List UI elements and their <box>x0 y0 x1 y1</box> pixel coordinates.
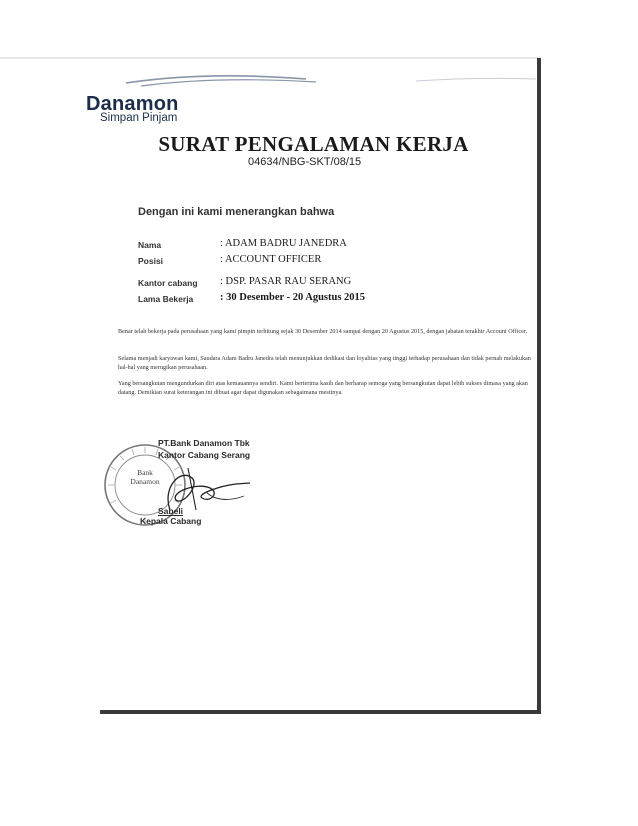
letterhead-logo <box>86 73 536 123</box>
field-value: : ACCOUNT OFFICER <box>220 254 322 265</box>
field-label: Posisi <box>138 256 164 266</box>
field-row-kantor-cabang <box>138 276 518 292</box>
brand-tagline: Simpan Pinjam <box>100 112 178 124</box>
signature-company: PT.Bank Danamon Tbk <box>158 438 250 448</box>
intro-line: Dengan ini kami menerangkan bahwa <box>138 206 335 218</box>
paragraph-dedication: Selama menjadi karyawan kami, Saudara Adam Badru Janedra telah menunjukkan dedikasi dan loyalitas yang tinggi terhadap perusahaan dan tidak pernah melakukan hal-hal yang merugikan perusahaan. <box>118 355 531 372</box>
field-row-posisi <box>138 254 518 270</box>
field-row-lama-bekerja <box>138 292 518 308</box>
paragraph-employment: Benar telah bekerja pada perusahaan yang kami pimpin terhitung sejak 30 Desember 2014 sampai dengan 20 Agustus 2015, dengan jabatan terakhir Account Officer. <box>118 328 528 335</box>
signature-branch: Kantor Cabang Serang <box>158 450 251 460</box>
brand-name: Danamon <box>86 93 179 115</box>
stamp-line-1: Bank <box>137 468 153 477</box>
stamp-line-2: Danamon <box>130 477 160 486</box>
paragraph-closing: Yang bersangkutan mengundurkan diri atas kemauannya sendiri. Kami berterima kasih dan berharap semoga yang bersangkutan dapat lebih sukses dimasa yang akan datang. Demikian surat keterangan ini dibuat agar dapat digunakan sebagaimana mestinya. <box>118 380 528 397</box>
signature-block <box>100 438 300 558</box>
field-value: : DSP. PASAR RAU SERANG <box>220 276 352 287</box>
field-row-nama <box>138 238 518 254</box>
field-value: : ADAM BADRU JANEDRA <box>220 238 347 249</box>
field-label: Kantor cabang <box>138 278 198 288</box>
reference-number: 04634/NBG-SKT/08/15 <box>248 156 362 168</box>
scan-border-bottom <box>100 710 541 714</box>
letter-page <box>0 58 537 710</box>
signer-name: Sabeli <box>158 506 184 516</box>
field-label: Nama <box>138 240 162 250</box>
field-value: : 30 Desember - 20 Agustus 2015 <box>220 292 366 303</box>
signer-role: Kepala Cabang <box>140 516 202 526</box>
field-label: Lama Bekerja <box>138 294 194 304</box>
document-title: SURAT PENGALAMAN KERJA <box>158 132 469 156</box>
logo-stripes-icon <box>86 73 536 87</box>
